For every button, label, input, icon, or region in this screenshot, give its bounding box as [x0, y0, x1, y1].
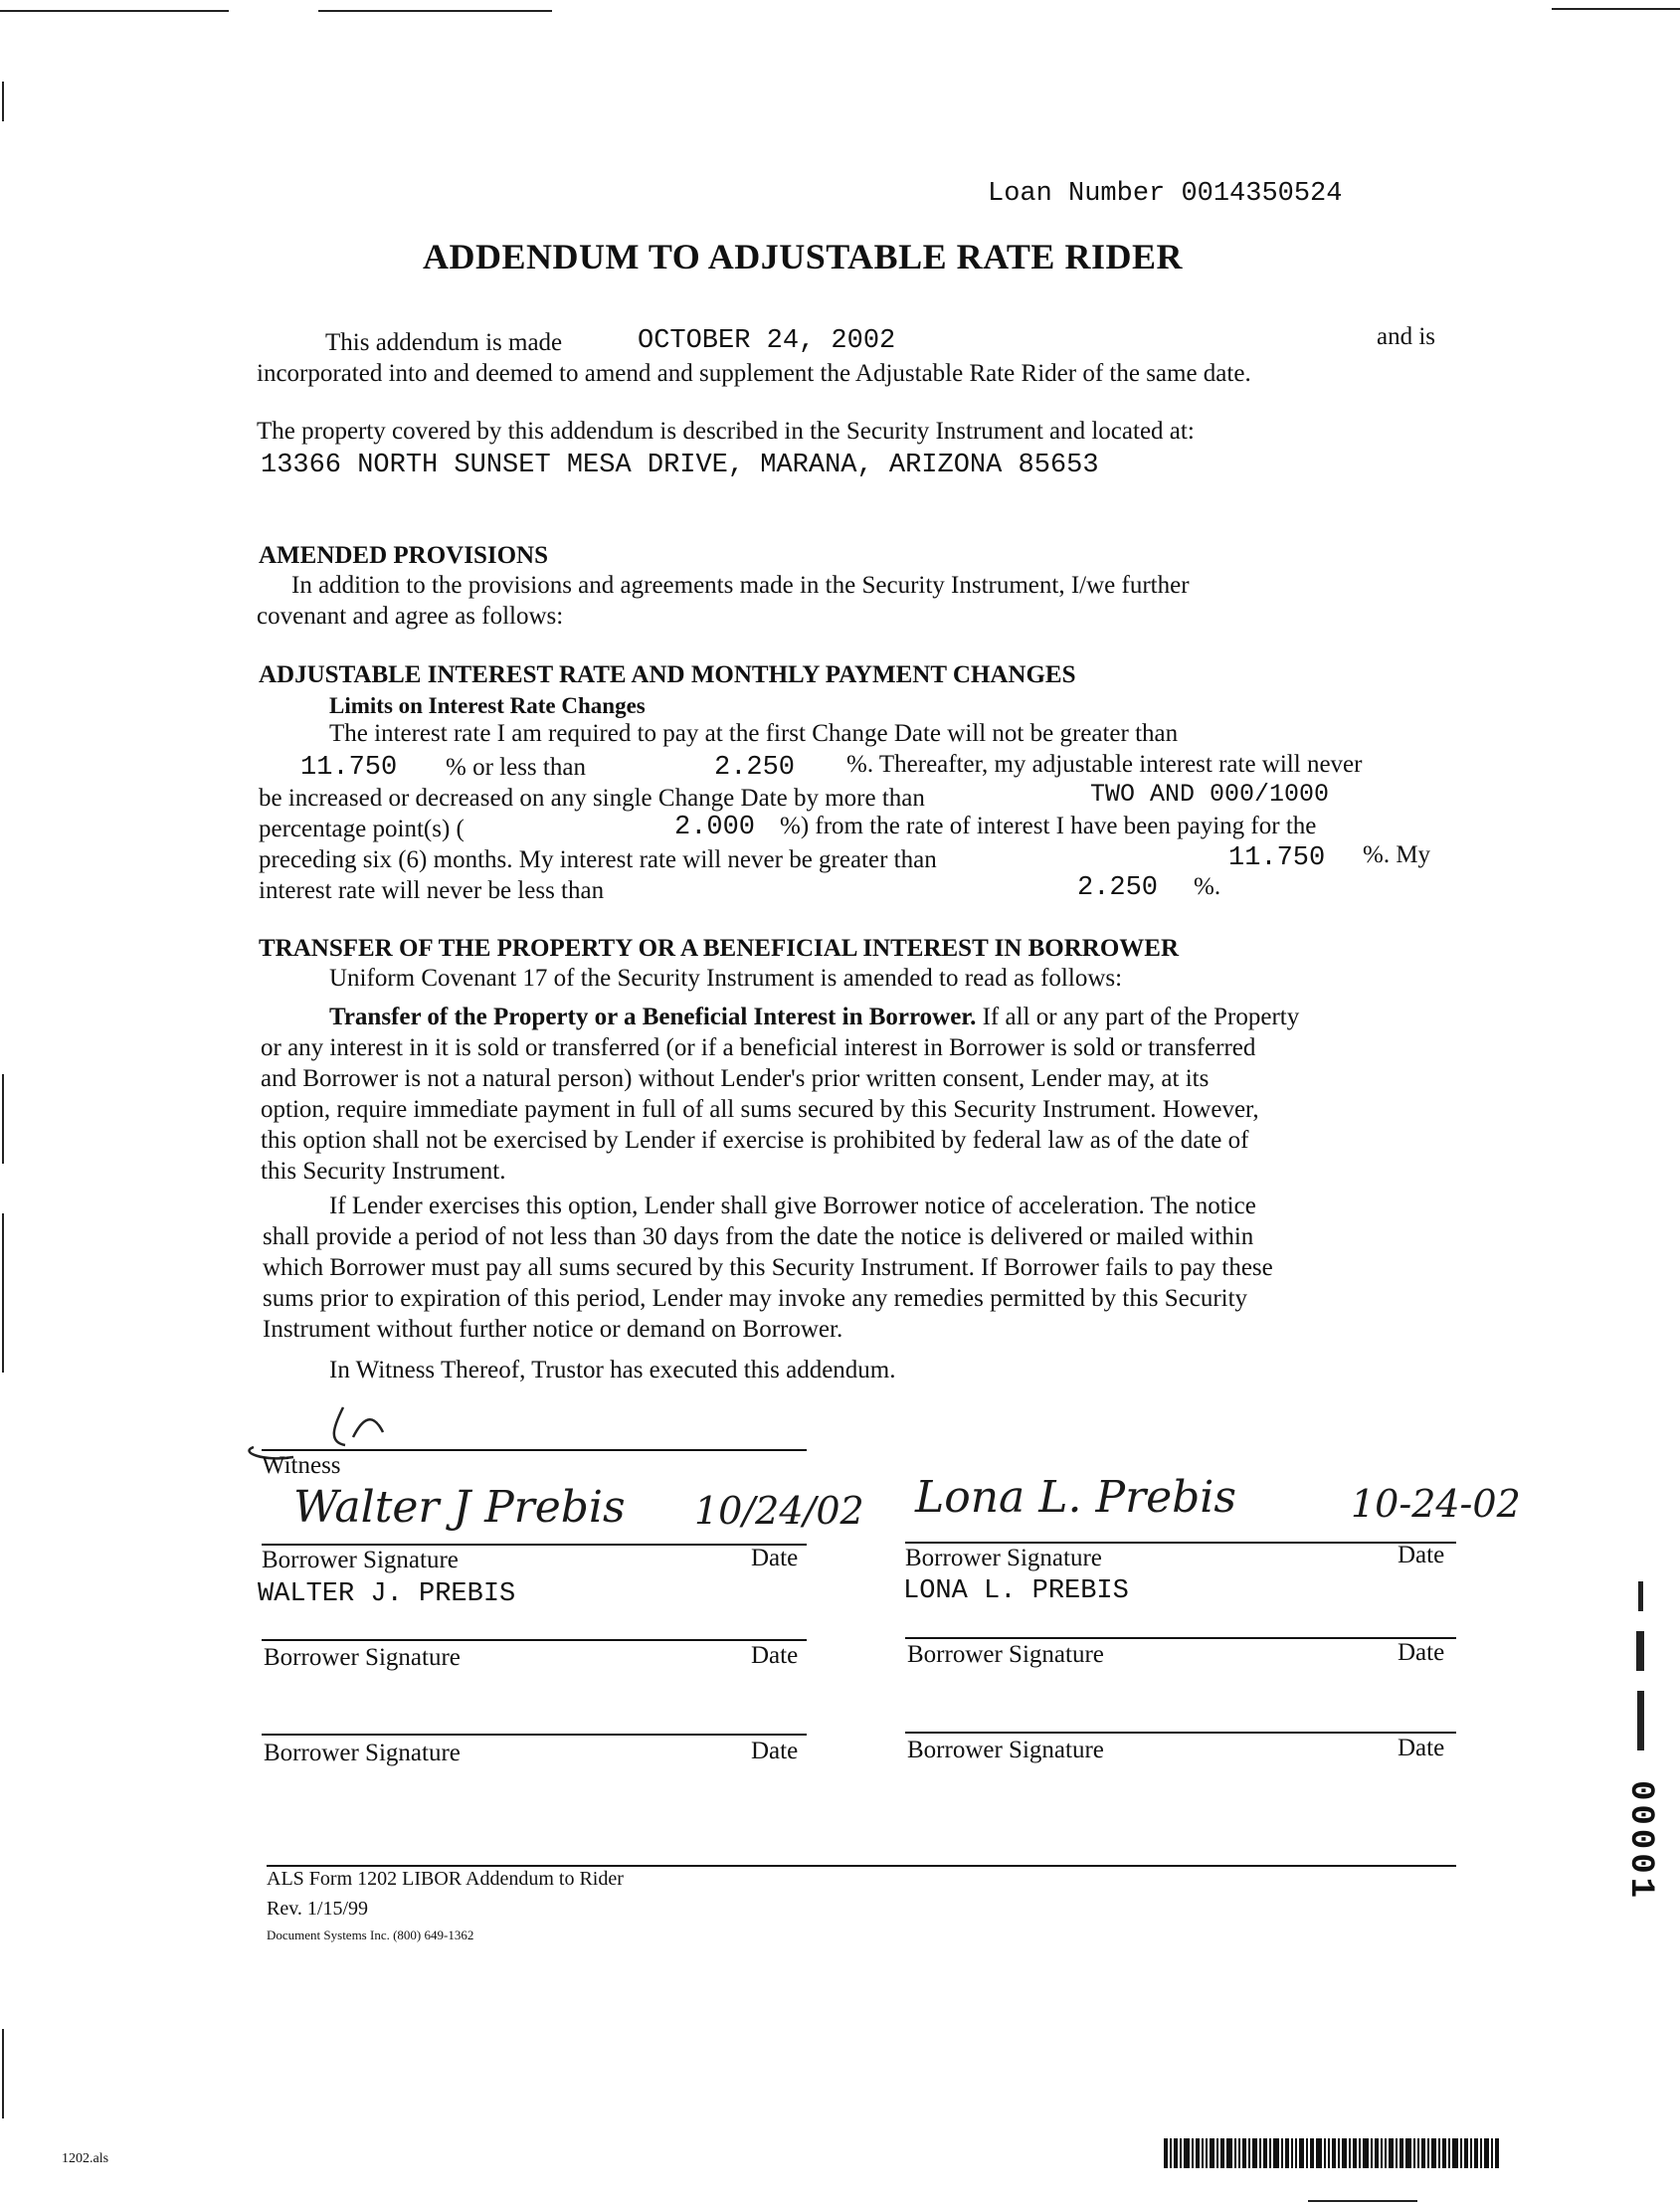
adjustable-line-1: The interest rate I am required to pay at the first Change Date will not be greater than [329, 720, 1179, 747]
transfer-line-5: this option shall not be exercised by Lender if exercise is prohibited by federal law as of the date of [261, 1127, 1249, 1154]
adjustable-line-5: preceding six (6) months. My interest rate will never be greater than [259, 846, 937, 873]
adjustable-heading: ADJUSTABLE INTEREST RATE AND MONTHLY PAYMENT CHANGES [259, 661, 1076, 688]
amended-heading: AMENDED PROVISIONS [259, 542, 549, 569]
page-title: ADDENDUM TO ADJUSTABLE RATE RIDER [423, 237, 1183, 276]
transfer-line-6: this Security Instrument. [261, 1158, 506, 1185]
form-publisher: Document Systems Inc. (800) 649-1362 [267, 1928, 474, 1942]
transfer-bold-lead: Transfer of the Property or a Beneficial Interest in Borrower. [329, 1004, 977, 1030]
borrower-1-signature-label: Borrower Signature [262, 1547, 459, 1573]
intro-made-suffix: and is [1377, 323, 1436, 350]
change-limit-number: 2.000 [674, 813, 756, 842]
borrower-2-name: LONA L. PREBIS [903, 1576, 1129, 1606]
document-barcode [1164, 2138, 1501, 2168]
form-name: ALS Form 1202 LIBOR Addendum to Rider [267, 1868, 624, 1890]
borrower-5-signature-label: Borrower Signature [264, 1740, 461, 1766]
borrower-2-handwritten-date: 10-24-02 [1351, 1482, 1521, 1526]
borrower-4-signature-label: Borrower Signature [907, 1641, 1104, 1668]
witness-line [262, 1449, 807, 1451]
borrower-2-signature-line [905, 1542, 1456, 1544]
amended-line-1: In addition to the provisions and agreements made in the Security Instrument, I/we further [291, 572, 1190, 599]
side-document-code: 00001 [1621, 1780, 1659, 1903]
borrower-5-date-label: Date [751, 1738, 799, 1764]
footer-rule [267, 1865, 1456, 1867]
property-address: 13366 NORTH SUNSET MESA DRIVE, MARANA, ARIZONA 85653 [261, 451, 1099, 480]
borrower-1-handwritten-date: 10/24/02 [694, 1489, 864, 1533]
borrower-3-signature-line [262, 1639, 807, 1641]
adjustable-subheading: Limits on Interest Rate Changes [329, 693, 646, 718]
lifetime-min-rate: 2.250 [1077, 873, 1159, 903]
acceleration-line-1: If Lender exercises this option, Lender shall give Borrower notice of acceleration. The notice [329, 1193, 1256, 1219]
borrower-2-signature: Lona L. Prebis [915, 1472, 1236, 1523]
side-mark [1638, 1581, 1643, 1611]
scan-artifact [0, 10, 229, 12]
side-mark [1637, 1691, 1644, 1750]
scan-artifact [2, 2029, 4, 2118]
scan-artifact [2, 82, 4, 121]
addendum-date: OCTOBER 24, 2002 [638, 326, 896, 356]
acceleration-line-2: shall provide a period of not less than 30 days from the date the notice is delivered or mailed within [263, 1223, 1254, 1250]
file-name: 1202.als [62, 2151, 109, 2166]
scan-artifact [2, 1074, 4, 1164]
borrower-3-signature-label: Borrower Signature [264, 1644, 461, 1671]
change-limit-words: TWO AND 000/1000 [1090, 780, 1330, 809]
lifetime-max-rate: 11.750 [1228, 843, 1326, 873]
first-change-min-rate: 2.250 [714, 753, 796, 783]
borrower-6-signature-line [905, 1732, 1456, 1734]
side-mark [1636, 1631, 1644, 1671]
borrower-1-date-label: Date [751, 1545, 799, 1571]
first-change-max-rate: 11.750 [300, 753, 398, 783]
percentage-points-suffix: %) from the rate of interest I have been paying for the [780, 813, 1317, 839]
transfer-line-1-rest: If all or any part of the Property [982, 1004, 1300, 1030]
adjustable-line-3: be increased or decreased on any single Change Date by more than [259, 785, 925, 812]
loan-number-line [988, 179, 1342, 209]
borrower-2-date-label: Date [1398, 1542, 1445, 1568]
amended-line-2: covenant and agree as follows: [257, 603, 564, 630]
or-less-than-text: % or less than [446, 754, 586, 781]
borrower-5-signature-line [262, 1734, 807, 1736]
borrower-6-signature-label: Borrower Signature [907, 1737, 1104, 1763]
intro-line-2: incorporated into and deemed to amend and supplement the Adjustable Rate Rider of the same date. [257, 360, 1251, 387]
transfer-line-2: or any interest in it is sold or transferred (or if a beneficial interest in Borrower is sold or transferred [261, 1034, 1256, 1061]
loan-number: 0014350524 [1181, 179, 1343, 209]
transfer-uniform: Uniform Covenant 17 of the Security Instrument is amended to read as follows: [329, 965, 1123, 992]
loan-number-label: Loan Number [988, 179, 1166, 209]
adjustable-line-6: interest rate will never be less than [259, 877, 605, 904]
scan-artifact [1552, 8, 1680, 10]
scan-artifact [2, 1213, 4, 1373]
acceleration-line-4: sums prior to expiration of this period, Lender may invoke any remedies permitted by this Security [263, 1285, 1248, 1312]
property-line: The property covered by this addendum is described in the Security Instrument and located at: [257, 418, 1195, 445]
transfer-heading: TRANSFER OF THE PROPERTY OR A BENEFICIAL INTEREST IN BORROWER [259, 935, 1179, 962]
transfer-line-4: option, require immediate payment in full of all sums secured by this Security Instrument. However, [261, 1096, 1259, 1123]
borrower-1-name: WALTER J. PREBIS [258, 1579, 516, 1609]
borrower-4-date-label: Date [1398, 1639, 1445, 1666]
borrower-3-date-label: Date [751, 1642, 799, 1669]
lifetime-max-suffix: %. My [1363, 841, 1431, 868]
transfer-line-3: and Borrower is not a natural person) without Lender's prior written consent, Lender may, at its [261, 1065, 1210, 1092]
scan-artifact [1308, 2200, 1417, 2202]
thereafter-text: %. Thereafter, my adjustable interest rate will never [846, 751, 1363, 778]
acceleration-line-5: Instrument without further notice or demand on Borrower. [263, 1316, 843, 1343]
form-revision: Rev. 1/15/99 [267, 1898, 369, 1920]
witness-statement: In Witness Thereof, Trustor has executed this addendum. [329, 1357, 896, 1383]
acceleration-line-3: which Borrower must pay all sums secured by this Security Instrument. If Borrower fails to pay these [263, 1254, 1273, 1281]
borrower-1-signature-line [262, 1544, 807, 1546]
transfer-line-1 [329, 1004, 1299, 1031]
witness-label: Witness [262, 1452, 341, 1479]
percentage-points-prefix: percentage point(s) ( [259, 816, 465, 842]
scan-artifact [318, 10, 552, 12]
lifetime-min-suffix: %. [1194, 873, 1221, 900]
borrower-4-signature-line [905, 1637, 1456, 1639]
intro-made-prefix: This addendum is made [325, 329, 563, 356]
borrower-2-signature-label: Borrower Signature [905, 1545, 1102, 1571]
borrower-1-signature: Walter J Prebis [293, 1482, 626, 1533]
borrower-6-date-label: Date [1398, 1735, 1445, 1761]
